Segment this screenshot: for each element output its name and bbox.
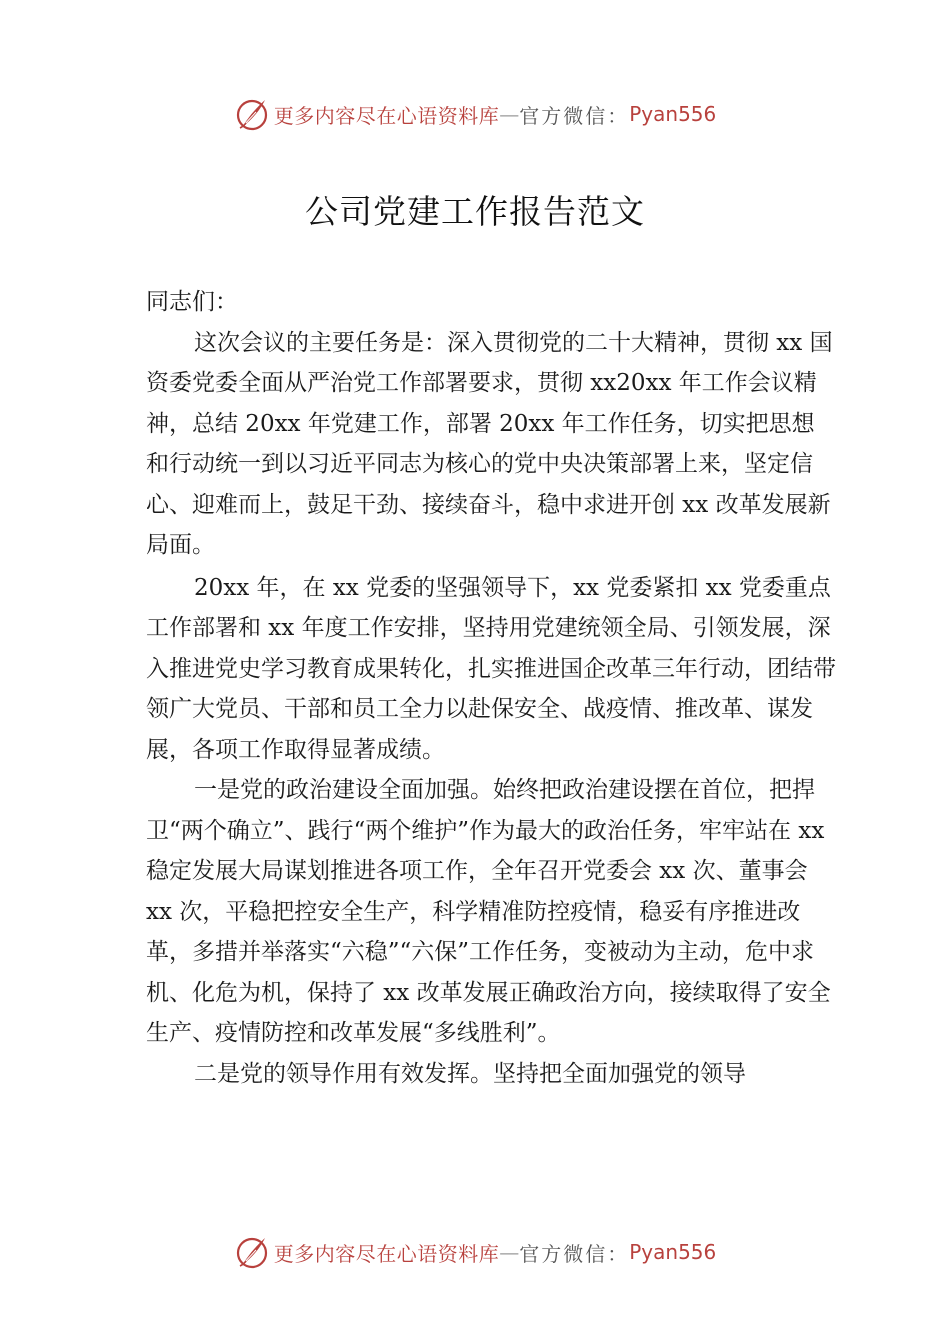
paragraph: 二是党的领导作用有效发挥。坚持把全面加强党的领导: [194, 1060, 746, 1087]
footer-watermark: [0, 1232, 950, 1272]
quill-pen-logo-icon: [234, 96, 270, 132]
document-body: [146, 282, 836, 1094]
watermark-brand-text: 更多内容尽在心语资料库: [273, 1241, 500, 1266]
watermark-separator: —: [499, 1240, 520, 1264]
paragraph: 20xx 年，在 xx 党委的坚强领导下，xx 党委紧扣 xx 党委重点工作部署和 xx 年度工作安排，坚持用党建统领全局、引领发展，深入推进党史学习教育成果转化，扎实推进国企改革三年行动，团结带领广大党员、干部和员工全力以赴保安全、战疫情、推改革、谋发展，各项工作取得显著成绩。: [146, 574, 836, 763]
watermark-wechat-id: Pyan556: [629, 1240, 717, 1264]
watermark-wechat-label: 官方微信：: [519, 103, 630, 128]
salutation: 同志们：: [146, 289, 238, 315]
quill-pen-logo-icon: [234, 1234, 270, 1270]
paragraph: 一是党的政治建设全面加强。始终把政治建设摆在首位，把捍卫“两个确立”、践行“两个维护”作为最大的政治任务，牢牢站在 xx 稳定发展大局谋划推进各项工作，全年召开党委会 xx 次、董事会 xx 次，平稳把控安全生产，科学精准防控疫情，稳妥有序推进改革，多措并举落实“六稳”“六保”工作任务，变被动为主动，危中求机、化危为机，保持了 xx 改革发展正确政治方向，接续取得了安全生产、疫情防控和改革发展“多线胜利”。: [146, 777, 831, 1046]
watermark-brand-text: 更多内容尽在心语资料库: [273, 103, 500, 128]
watermark-wechat-id: Pyan556: [629, 102, 717, 126]
paragraph: 这次会议的主要任务是：深入贯彻党的二十大精神，贯彻 xx 国资委党委全面从严治党工作部署要求，贯彻 xx20xx 年工作会议精神，总结 20xx 年党建工作，部署 20xx 年工作任务，切实把思想和行动统一到以习近平同志为核心的党中央决策部署上来，坚定信心、迎难而上，鼓足干劲、接续奋斗，稳中求进开创 xx 改革发展新局面。: [146, 329, 833, 558]
document-title: 公司党建工作报告范文: [305, 192, 645, 231]
header-watermark: [0, 94, 950, 134]
watermark-wechat-label: 官方微信：: [519, 1241, 630, 1266]
watermark-separator: —: [499, 102, 520, 126]
